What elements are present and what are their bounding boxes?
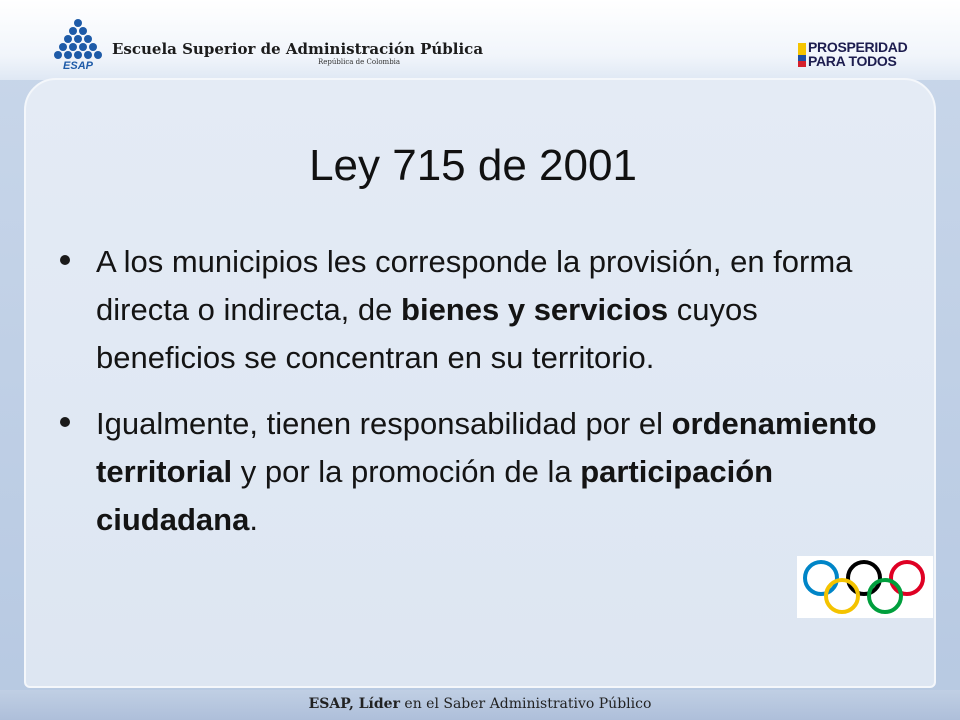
bullet-text: y por la promoción de la (232, 454, 581, 489)
slide-header (0, 0, 960, 80)
logo-text: ESAP (63, 60, 93, 70)
bullet-marker (60, 255, 70, 265)
bullet-item (60, 238, 900, 382)
esap-logo-icon (48, 18, 108, 70)
bullet-text: A los municipios les corresponde la provisión, en forma directa o indirecta, de (96, 244, 853, 327)
footer-bold: ESAP, Líder (308, 696, 400, 712)
footer-slogan (0, 696, 960, 712)
bullet-bold-text: ordenamiento territorial (96, 406, 877, 489)
prosperidad-line-1: PROSPERIDAD (808, 39, 908, 55)
bullet-list (60, 238, 900, 562)
bullet-marker (60, 417, 70, 427)
organization-name: Escuela Superior de Administración Pública (112, 40, 484, 58)
footer-rest: en el Saber Administrativo Público (399, 696, 652, 712)
bullet-item (60, 400, 900, 544)
bullet-text: . (249, 502, 258, 537)
slide-footer (0, 690, 960, 720)
organization-subtitle: República de Colombia (318, 58, 401, 66)
olympic-rings-image (797, 556, 933, 618)
prosperidad-line-2: PARA TODOS (808, 53, 897, 69)
bullet-bold-text: bienes y servicios (401, 292, 669, 327)
prosperidad-flag-icon (798, 43, 806, 67)
bullet-bold-text: participación ciudadana (96, 454, 774, 537)
olympic-rings-icon (797, 556, 933, 618)
slide-title: Ley 715 de 2001 (309, 141, 637, 190)
bullet-text: cuyos beneficios se concentran en su territorio. (96, 292, 758, 375)
bullet-text: Igualmente, tienen responsabilidad por el (96, 406, 672, 441)
prosperidad-logo (808, 40, 907, 68)
